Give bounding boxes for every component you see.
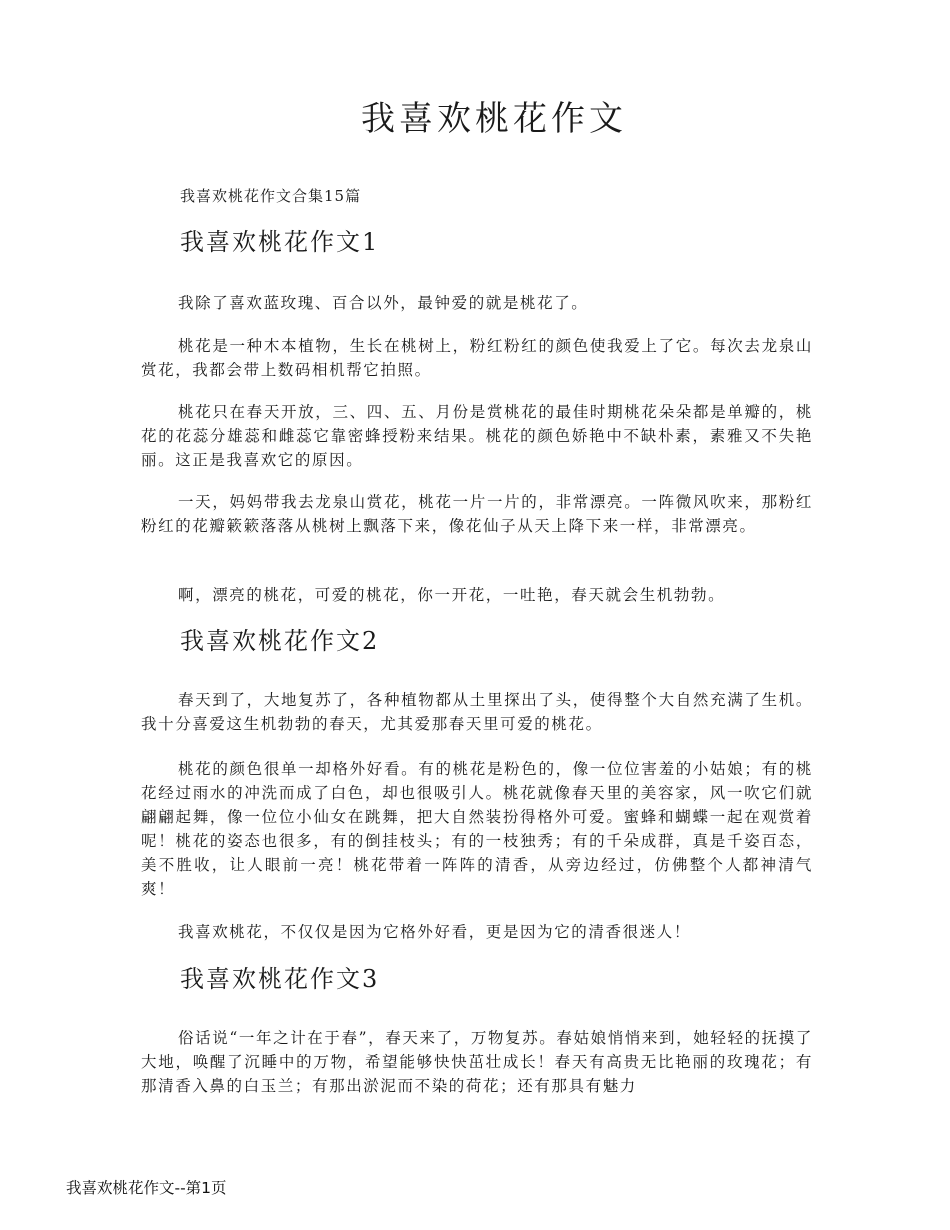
section-1-paragraph-3: 桃花只在春天开放，三、四、五、月份是赏桃花的最佳时期桃花朵朵都是单瓣的，桃花的花蕊分雄蕊和雌蕊它靠密蜂授粉来结果。桃花的颜色娇艳中不缺朴素，素雅又不失艳丽。这正是我喜欢它的原因。 (141, 403, 813, 469)
section-heading-3: 我喜欢桃花作文3 (180, 965, 380, 993)
section-1-paragraph-5: 啊，漂亮的桃花，可爱的桃花，你一开花，一吐艳，春天就会生机勃勃。 (178, 586, 726, 604)
section-3-paragraph-1: 俗话说“一年之计在于春”，春天来了，万物复苏。春姑娘悄悄来到，她轻轻的抚摸了大地，唤醒了沉睡中的万物，希望能够快快茁壮成长！春天有高贵无比艳丽的玫瑰花；有那清香入鼻的白玉兰；有那出淤泥而不染的荷花；还有那具有魅力 (141, 1029, 813, 1095)
document-title: 我喜欢桃花作文 (361, 99, 627, 139)
section-heading-1: 我喜欢桃花作文1 (180, 228, 380, 256)
document-subtitle: 我喜欢桃花作文合集15篇 (180, 187, 362, 205)
section-2-paragraph-1: 春天到了，大地复苏了，各种植物都从土里探出了头，使得整个大自然充满了生机。我十分喜爱这生机勃勃的春天，尤其爱那春天里可爱的桃花。 (141, 691, 813, 733)
section-2-paragraph-3: 我喜欢桃花，不仅仅是因为它格外好看，更是因为它的清香很迷人！ (178, 923, 692, 941)
section-1-paragraph-2: 桃花是一种木本植物，生长在桃树上，粉红粉红的颜色使我爱上了它。每次去龙泉山赏花，我都会带上数码相机帮它拍照。 (141, 337, 813, 379)
section-1-paragraph-4: 一天，妈妈带我去龙泉山赏花，桃花一片一片的，非常漂亮。一阵微风吹来，那粉红粉红的花瓣簌簌落落从桃树上飘落下来，像花仙子从天上降下来一样，非常漂亮。 (141, 493, 813, 535)
section-2-paragraph-2: 桃花的颜色很单一却格外好看。有的桃花是粉色的，像一位位害羞的小姑娘；有的桃花经过雨水的冲洗而成了白色，却也很吸引人。桃花就像春天里的美容家，风一吹它们就翩翩起舞，像一位位小仙女在跳舞，把大自然装扮得格外可爱。蜜蜂和蝴蝶一起在观赏着呢！桃花的姿态也很多，有的倒挂枝头；有的一枝独秀；有的千朵成群，真是千姿百态，美不胜收，让人眼前一亮！桃花带着一阵阵的清香，从旁边经过，仿佛整个人都神清气爽！ (141, 760, 813, 898)
page-footer: 我喜欢桃花作文--第1页 (66, 1179, 227, 1197)
section-1-paragraph-1: 我除了喜欢蓝玫瑰、百合以外，最钟爱的就是桃花了。 (178, 294, 589, 312)
section-heading-2: 我喜欢桃花作文2 (180, 627, 380, 655)
